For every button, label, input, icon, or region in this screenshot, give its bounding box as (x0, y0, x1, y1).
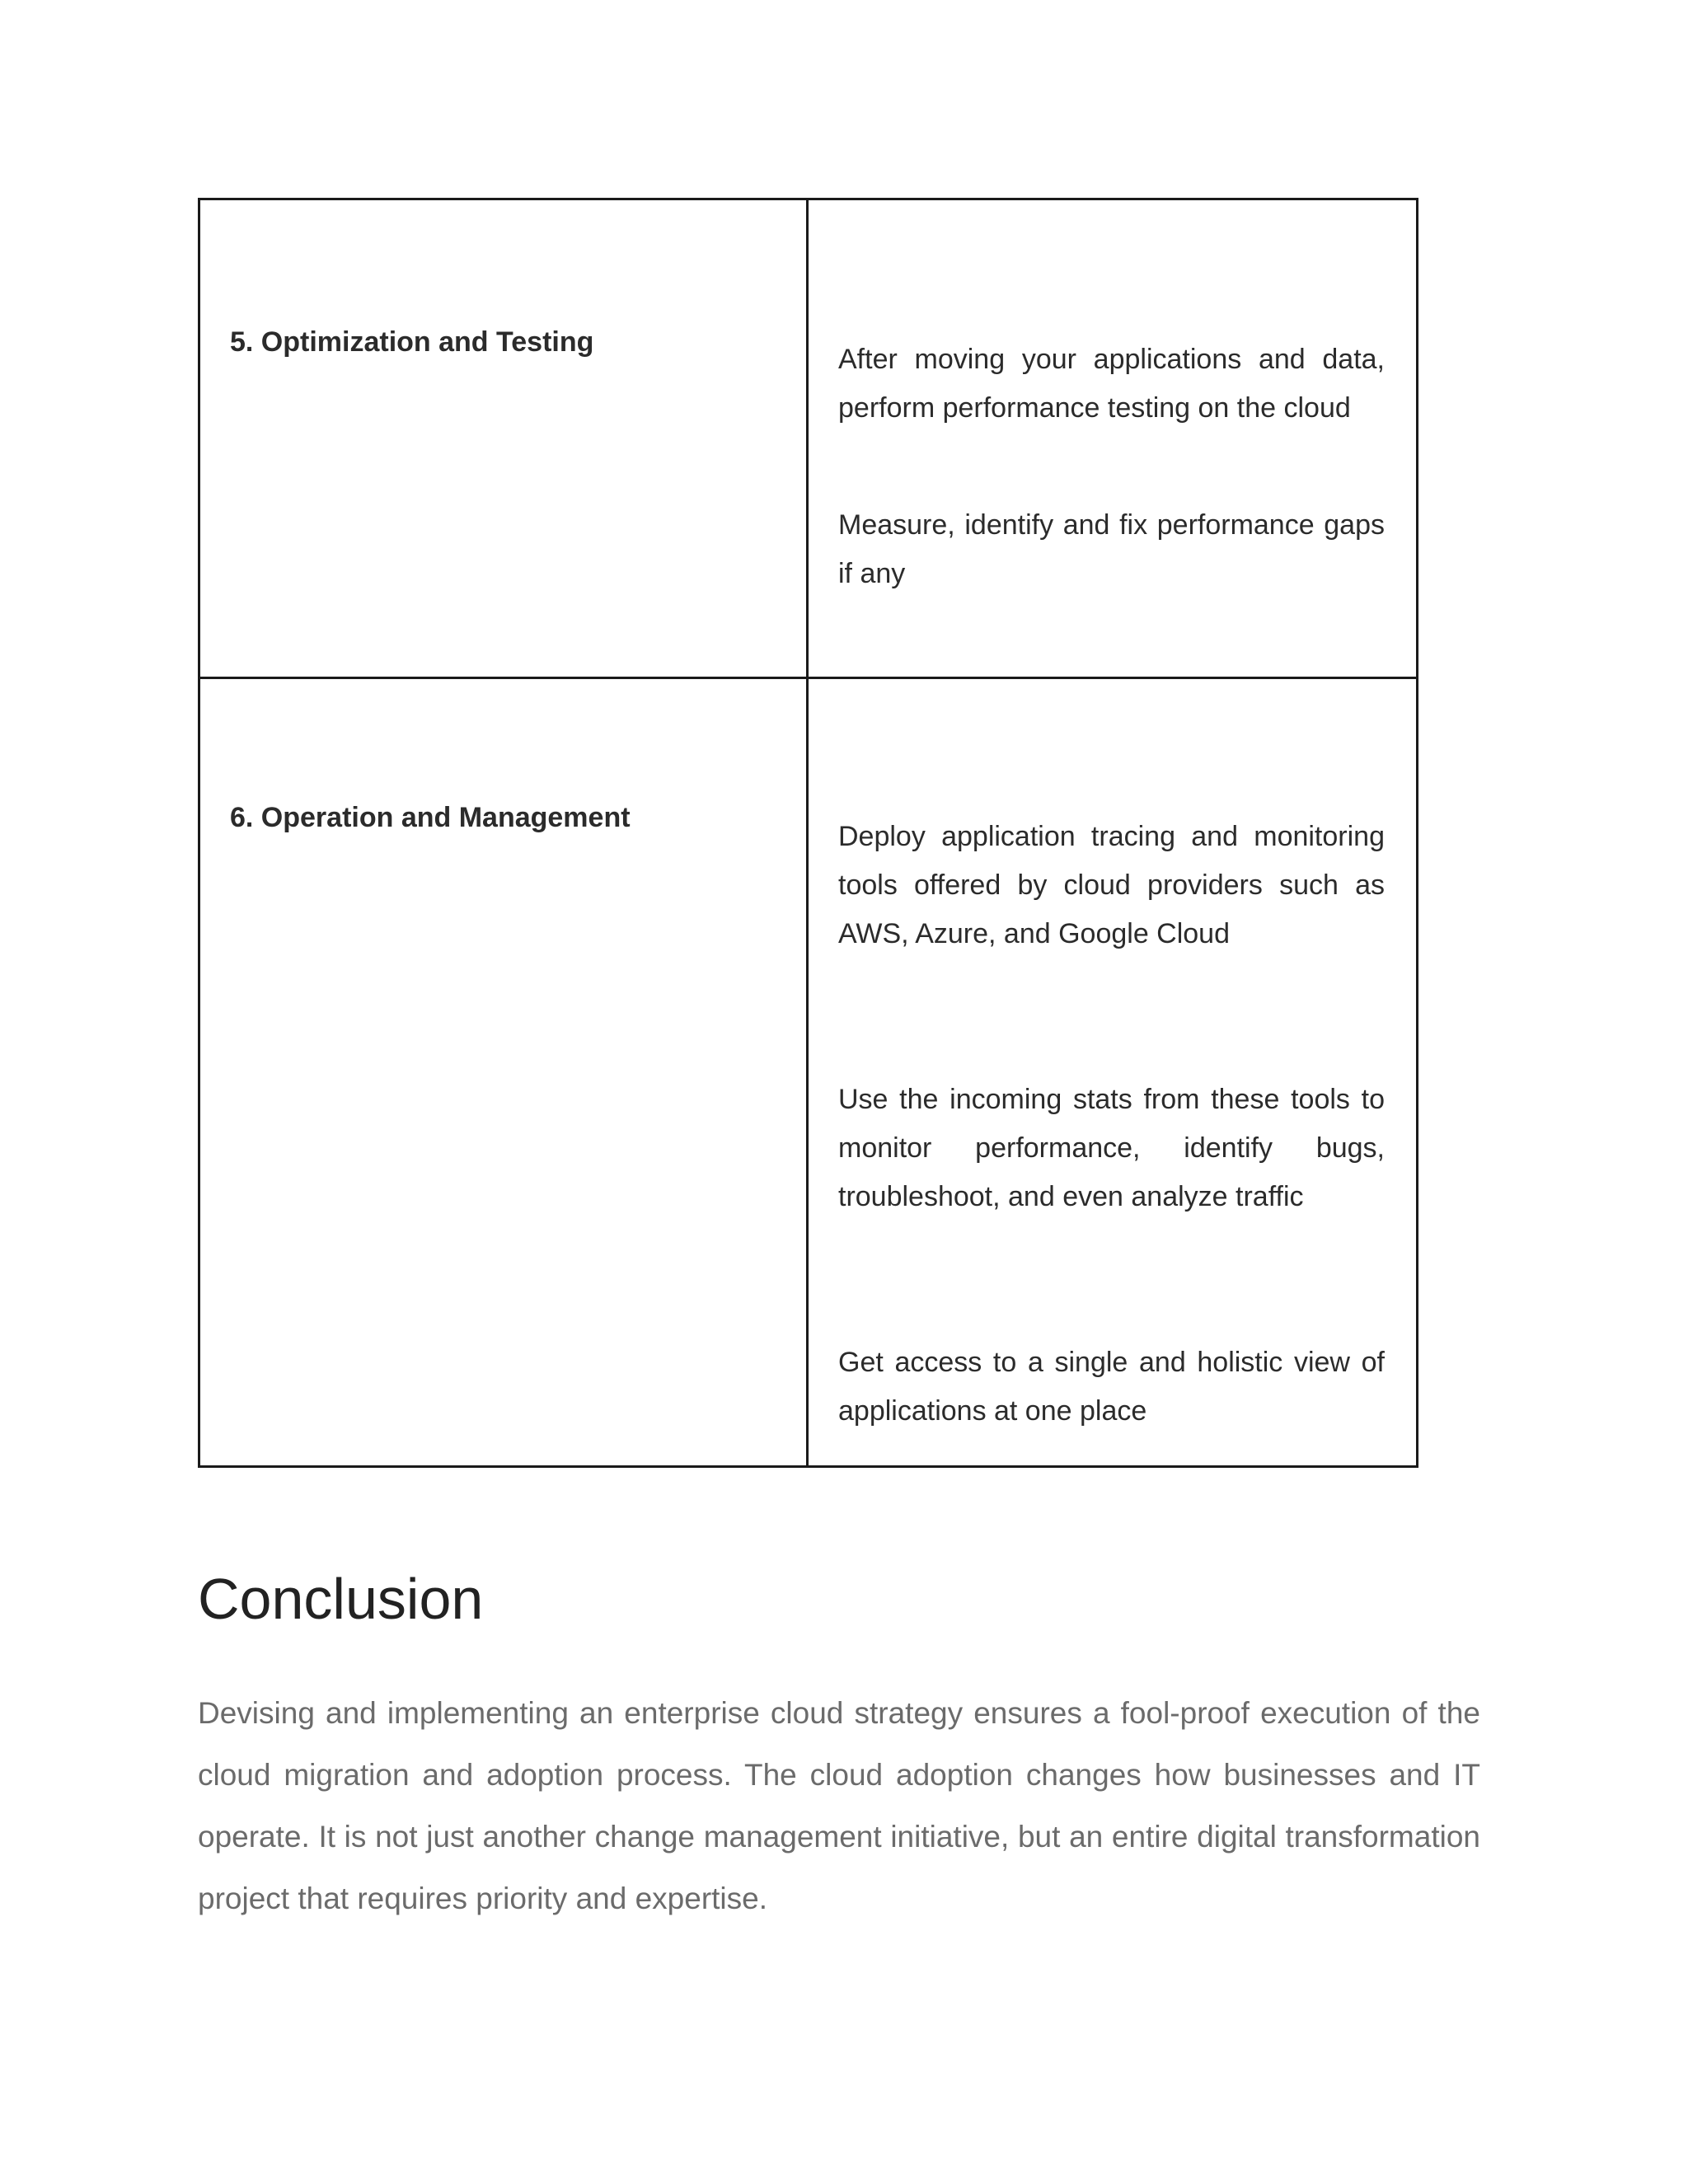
step-description-paragraph: Measure, identify and fix performance gaps if any (838, 509, 1385, 589)
step-description-cell (808, 199, 1418, 678)
step-description-paragraph: Get access to a single and holistic view of applications at one place (838, 1347, 1385, 1427)
step-description-paragraph: Deploy application tracing and monitoring tools offered by cloud providers such as AWS, Azure, and Google Cloud (838, 821, 1385, 949)
step-title: 6. Operation and Management (230, 802, 631, 833)
cloud-strategy-steps-table (198, 198, 1418, 1468)
step-description-paragraph: Use the incoming stats from these tools to monitor performance, identify bugs, troubleshoot, and even analyze traffic (838, 1084, 1385, 1212)
step-title-cell (199, 199, 808, 678)
step-description-paragraph: After moving your applications and data, perform performance testing on the cloud (838, 344, 1385, 424)
step-description-cell (808, 678, 1418, 1467)
table-row (199, 678, 1418, 1467)
conclusion-paragraph: Devising and implementing an enterprise cloud strategy ensures a fool-proof execution of the cloud migration and adoption process. The cloud adoption changes how businesses and IT operate. It is not just another change management initiative, but an entire digital transformation project that requires priority and expertise. (198, 1696, 1480, 1915)
table-row (199, 199, 1418, 678)
conclusion-heading: Conclusion (198, 1567, 484, 1631)
step-title: 5. Optimization and Testing (230, 326, 594, 358)
step-title-cell (199, 678, 808, 1467)
